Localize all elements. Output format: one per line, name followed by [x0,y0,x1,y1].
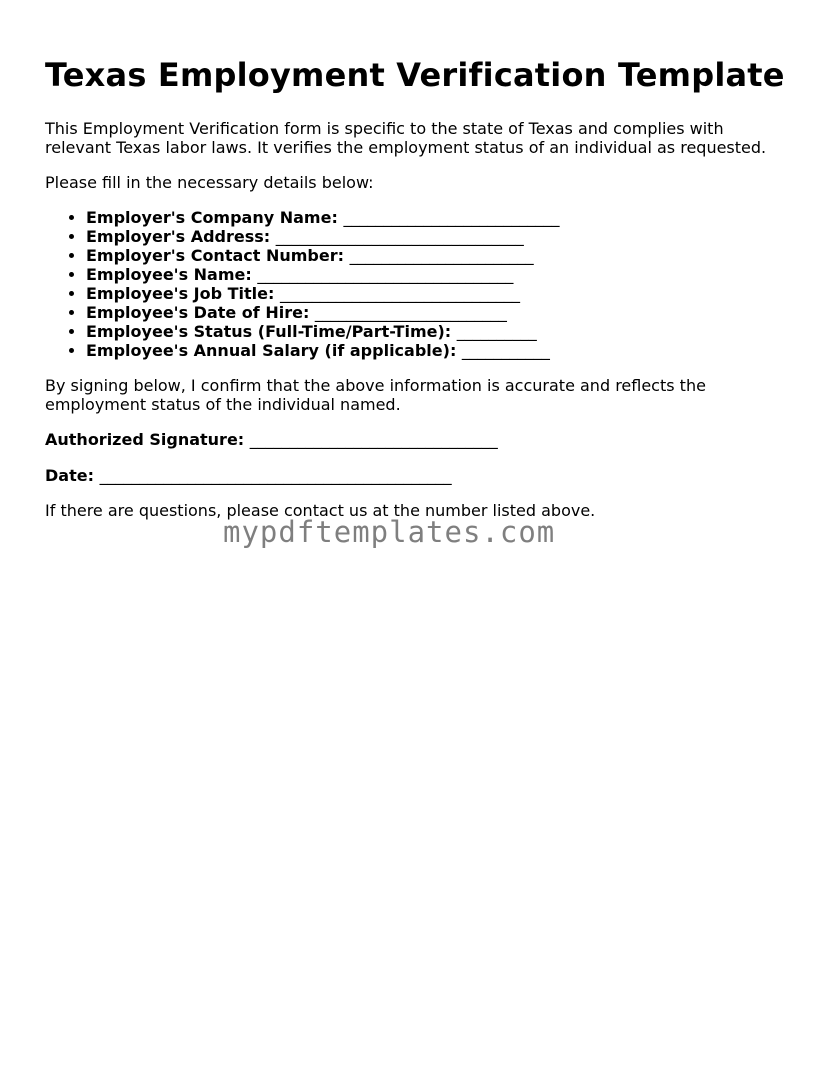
field-blank: _______________________ [349,246,534,265]
field-label: Employee's Job Title: [86,284,275,303]
confirmation-paragraph: By signing below, I confirm that the above information is accurate and reflects the employment status of the individual named. [45,376,706,414]
field-employee-date-of-hire [86,303,785,322]
field-blank: _______________________________ [275,227,524,246]
signature-blank: _______________________________ [249,430,498,449]
signature-line [45,430,785,449]
field-employer-company-name [86,208,785,227]
field-employee-status [86,322,785,341]
field-label: Employee's Date of Hire: [86,303,310,322]
field-blank: ___________________________ [343,208,560,227]
date-label: Date: [45,466,94,485]
field-blank: ___________ [461,341,550,360]
document-page [45,56,785,520]
field-label: Employee's Status (Full-Time/Part-Time): [86,322,452,341]
field-employer-contact-number [86,246,785,265]
field-label: Employee's Annual Salary (if applicable): [86,341,457,360]
field-label: Employee's Name: [86,265,252,284]
field-employer-address [86,227,785,246]
field-blank: __________ [456,322,537,341]
field-blank: ______________________________ [279,284,520,303]
field-blank: ________________________________ [257,265,514,284]
signature-label: Authorized Signature: [45,430,245,449]
field-label: Employer's Address: [86,227,271,246]
intro-paragraph: This Employment Verification form is specific to the state of Texas and complies with relevant Texas labor laws. It verifies the employment status of an individual as requested. [45,119,767,157]
watermark: mypdftemplates.com [223,515,556,549]
field-blank: ________________________ [314,303,507,322]
field-employee-annual-salary [86,341,785,360]
field-label: Employer's Contact Number: [86,246,345,265]
document-title: Texas Employment Verification Template [45,56,785,94]
field-employee-job-title [86,284,785,303]
date-line [45,466,785,485]
field-employee-name [86,265,785,284]
field-list [45,208,785,360]
field-label: Employer's Company Name: [86,208,338,227]
contact-note: If there are questions, please contact us at the number listed above. [45,501,596,520]
date-blank: ____________________________________________ [99,466,452,485]
instructions-text: Please fill in the necessary details below: [45,173,374,192]
